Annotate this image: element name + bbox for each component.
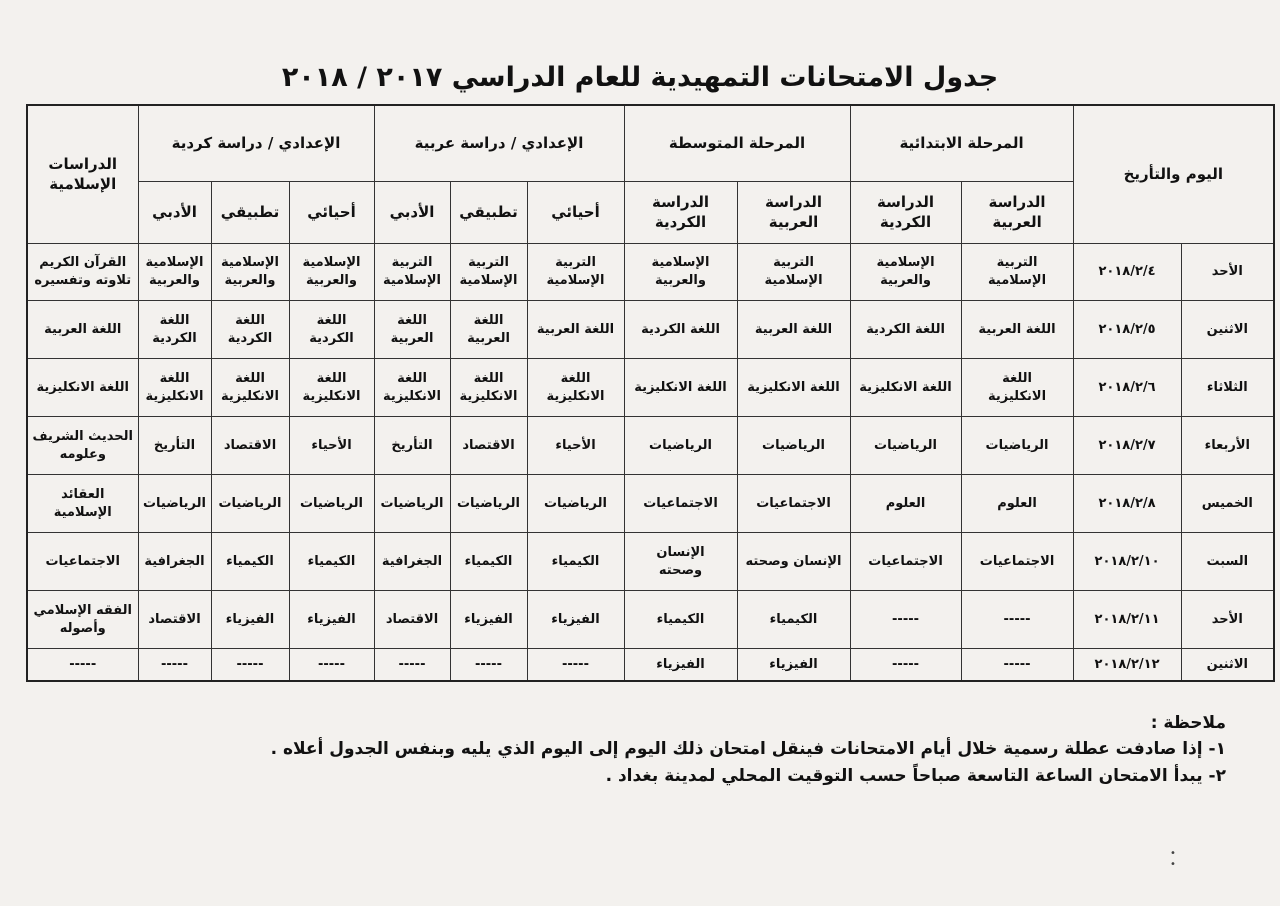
subject-cell: اللغة الكردية [850, 301, 961, 359]
subject-cell: اللغة العربية [527, 301, 624, 359]
header-primary: المرحلة الابتدائية [850, 105, 1073, 181]
subject-cell: الرياضيات [374, 475, 450, 533]
schedule-body [27, 243, 1274, 681]
day-cell: الاثنين [1181, 649, 1274, 681]
day-cell: الأحد [1181, 243, 1274, 301]
table-row [27, 417, 1274, 475]
subject-cell: اللغة الانكليزية [27, 359, 138, 417]
header-sub-arabic-applied: تطبيقي [450, 181, 527, 243]
subject-cell: التربية الإسلامية [961, 243, 1073, 301]
subject-cell: ----- [289, 649, 374, 681]
day-cell: الاثنين [1181, 301, 1274, 359]
subject-cell: اللغة العربية [27, 301, 138, 359]
subject-cell: اللغة الكردية [211, 301, 289, 359]
note-item-1: ١- إذا صادفت عطلة رسمية خلال أيام الامتحانات فينقل امتحان ذلك اليوم إلى اليوم الذي يليه وبنفس الجدول أعلاه . [270, 739, 1226, 760]
subject-cell: الاقتصاد [450, 417, 527, 475]
subject-cell: الجغرافية [138, 533, 211, 591]
subject-cell: الفيزياء [450, 591, 527, 649]
subject-cell: الاقتصاد [211, 417, 289, 475]
subject-cell: الاجتماعيات [850, 533, 961, 591]
subject-cell: الحديث الشريف وعلومه [27, 417, 138, 475]
subject-cell: التربية الإسلامية [374, 243, 450, 301]
date-cell: ٢٠١٨/٢/٧ [1073, 417, 1181, 475]
subject-cell: الكيمياء [211, 533, 289, 591]
subject-cell: التأريخ [374, 417, 450, 475]
subject-cell: الفيزياء [624, 649, 737, 681]
table-row [27, 533, 1274, 591]
subject-cell: الفيزياء [527, 591, 624, 649]
subject-cell: ----- [138, 649, 211, 681]
subject-cell: الكيمياء [737, 591, 850, 649]
subject-cell: الرياضيات [961, 417, 1073, 475]
subject-cell: ----- [27, 649, 138, 681]
day-cell: السبت [1181, 533, 1274, 591]
subject-cell: اللغة الانكليزية [450, 359, 527, 417]
subject-cell: اللغة الانكليزية [289, 359, 374, 417]
header-day-date: اليوم والتأريخ [1073, 105, 1274, 243]
subject-cell: اللغة الانكليزية [138, 359, 211, 417]
notes-heading: ملاحظة : [1150, 713, 1226, 733]
subject-cell: الإسلامية والعربية [211, 243, 289, 301]
subject-cell: العقائد الإسلامية [27, 475, 138, 533]
subject-cell: الفيزياء [211, 591, 289, 649]
subject-cell: الرياضيات [850, 417, 961, 475]
header-sub-arabic-biology: أحيائي [527, 181, 624, 243]
date-cell: ٢٠١٨/٢/١٢ [1073, 649, 1181, 681]
subject-cell: اللغة الانكليزية [624, 359, 737, 417]
header-sub-intermediate-arabic: الدراسة العربية [737, 181, 850, 243]
subject-cell: الرياضيات [624, 417, 737, 475]
subject-cell: الإسلامية والعربية [289, 243, 374, 301]
header-sub-kurdish-literary: الأدبي [138, 181, 211, 243]
day-cell: الأربعاء [1181, 417, 1274, 475]
subject-cell: ----- [450, 649, 527, 681]
subject-cell: الرياضيات [737, 417, 850, 475]
subject-cell: الإسلامية والعربية [138, 243, 211, 301]
subject-cell: الاجتماعيات [624, 475, 737, 533]
subject-cell: الاجتماعيات [27, 533, 138, 591]
subject-cell: الاقتصاد [374, 591, 450, 649]
subject-cell: الإسلامية والعربية [624, 243, 737, 301]
header-sub-primary-arabic: الدراسة العربية [961, 181, 1073, 243]
subject-cell: اللغة العربية [961, 301, 1073, 359]
subject-cell: اللغة الكردية [624, 301, 737, 359]
subject-cell: الإنسان وصحته [737, 533, 850, 591]
day-cell: الخميس [1181, 475, 1274, 533]
paper-marks: • • [1170, 848, 1216, 870]
day-cell: الثلاثاء [1181, 359, 1274, 417]
subject-cell: ----- [850, 649, 961, 681]
date-cell: ٢٠١٨/٢/٦ [1073, 359, 1181, 417]
subject-cell: اللغة الانكليزية [211, 359, 289, 417]
note-item-2: ٢- يبدأ الامتحان الساعة التاسعة صباحاً حسب التوقيت المحلي لمدينة بغداد . [605, 765, 1226, 786]
subject-cell: اللغة الانكليزية [737, 359, 850, 417]
subject-cell: اللغة الانكليزية [961, 359, 1073, 417]
subject-cell: الاقتصاد [138, 591, 211, 649]
subject-cell: الرياضيات [527, 475, 624, 533]
date-cell: ٢٠١٨/٢/١١ [1073, 591, 1181, 649]
header-sub-kurdish-applied: تطبيقي [211, 181, 289, 243]
subject-cell: التربية الإسلامية [450, 243, 527, 301]
subject-cell: الفيزياء [737, 649, 850, 681]
subject-cell: العلوم [850, 475, 961, 533]
date-cell: ٢٠١٨/٢/١٠ [1073, 533, 1181, 591]
header-intermediate: المرحلة المتوسطة [624, 105, 850, 181]
subject-cell: الإسلامية والعربية [850, 243, 961, 301]
subject-cell: اللغة الانكليزية [374, 359, 450, 417]
subject-cell: التأريخ [138, 417, 211, 475]
subject-cell: الرياضيات [211, 475, 289, 533]
subject-cell: اللغة الكردية [138, 301, 211, 359]
subject-cell: الأحياء [527, 417, 624, 475]
subject-cell: الأحياء [289, 417, 374, 475]
subject-cell: الفيزياء [289, 591, 374, 649]
page-title: جدول الامتحانات التمهيدية للعام الدراسي ٢٠١٧ / ٢٠١٨ [281, 62, 999, 93]
table-row [27, 591, 1274, 649]
subject-cell: التربية الإسلامية [527, 243, 624, 301]
subject-cell: الجغرافية [374, 533, 450, 591]
subject-cell: ----- [850, 591, 961, 649]
subject-cell: الاجتماعيات [961, 533, 1073, 591]
header-sub-primary-kurdish: الدراسة الكردية [850, 181, 961, 243]
subject-cell: اللغة العربية [450, 301, 527, 359]
table-row [27, 301, 1274, 359]
table-row [27, 243, 1274, 301]
header-preparatory-arabic: الإعدادي / دراسة عربية [374, 105, 624, 181]
subject-cell: اللغة العربية [737, 301, 850, 359]
subject-cell: ----- [961, 649, 1073, 681]
subject-cell: الرياضيات [289, 475, 374, 533]
header-sub-arabic-literary: الأدبي [374, 181, 450, 243]
subject-cell: اللغة الانكليزية [527, 359, 624, 417]
table-row [27, 649, 1274, 681]
subject-cell: العلوم [961, 475, 1073, 533]
subject-cell: ----- [374, 649, 450, 681]
subject-cell: الكيمياء [450, 533, 527, 591]
subject-cell: الإنسان وصحته [624, 533, 737, 591]
subject-cell: الاجتماعيات [737, 475, 850, 533]
subject-cell: التربية الإسلامية [737, 243, 850, 301]
date-cell: ٢٠١٨/٢/٥ [1073, 301, 1181, 359]
notes-section [126, 710, 1226, 789]
subject-cell: الكيمياء [624, 591, 737, 649]
subject-cell: ----- [961, 591, 1073, 649]
subject-cell: الرياضيات [450, 475, 527, 533]
date-cell: ٢٠١٨/٢/٤ [1073, 243, 1181, 301]
subject-cell: الفقه الإسلامي وأصوله [27, 591, 138, 649]
subject-cell: اللغة العربية [374, 301, 450, 359]
subject-cell: القرآن الكريم تلاوته وتفسيره [27, 243, 138, 301]
day-cell: الأحد [1181, 591, 1274, 649]
schedule-table-wrapper [26, 104, 1253, 682]
subject-cell: الرياضيات [138, 475, 211, 533]
subject-cell: ----- [527, 649, 624, 681]
exam-schedule-table [26, 104, 1275, 682]
subject-cell: ----- [211, 649, 289, 681]
header-preparatory-kurdish: الإعدادي / دراسة كردية [138, 105, 374, 181]
header-islamic-studies: الدراسات الإسلامية [27, 105, 138, 243]
table-row [27, 359, 1274, 417]
header-sub-intermediate-kurdish: الدراسة الكردية [624, 181, 737, 243]
subject-cell: الكيمياء [527, 533, 624, 591]
date-cell: ٢٠١٨/٢/٨ [1073, 475, 1181, 533]
table-row [27, 475, 1274, 533]
header-sub-kurdish-biology: أحيائي [289, 181, 374, 243]
subject-cell: الكيمياء [289, 533, 374, 591]
subject-cell: اللغة الكردية [289, 301, 374, 359]
subject-cell: اللغة الانكليزية [850, 359, 961, 417]
